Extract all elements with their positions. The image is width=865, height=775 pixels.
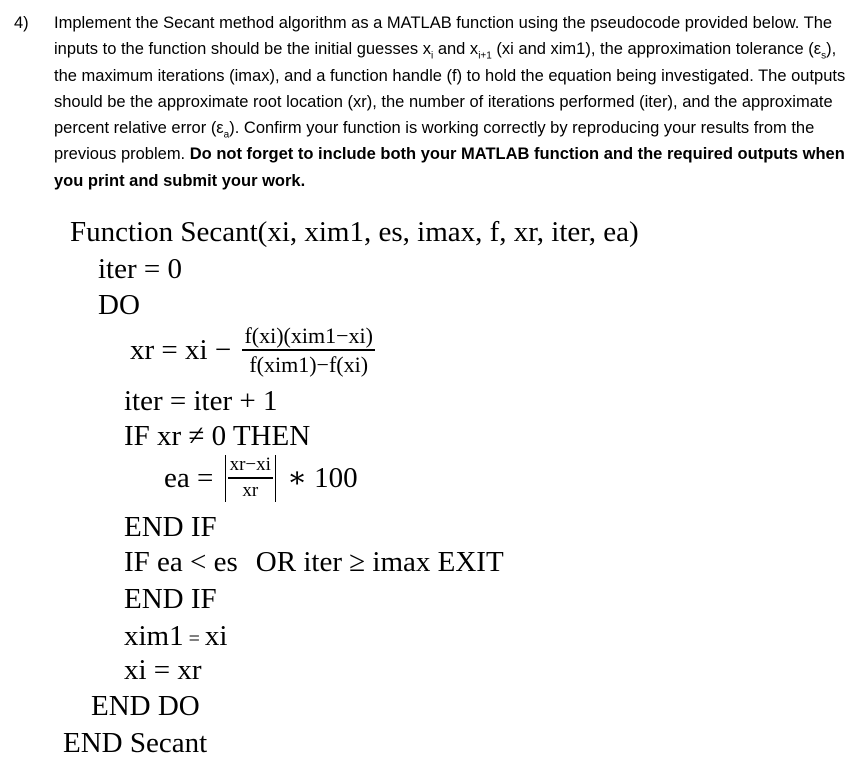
iter-increment: iter = iter + 1: [124, 385, 278, 417]
ea-formula-lhs: ea =: [164, 461, 214, 494]
question-block: [14, 10, 854, 194]
ea-fraction: [228, 455, 273, 502]
if-xr-nonzero: IF xr ≠ 0 THEN: [124, 420, 311, 452]
question-text-part-4: ), the maximum iterations (imax), and a function handle (f) to hold the equation being investigated. The outputs should be the approximate root location (xr), the number of iterations performed (iter), and the approximate percent relative error (ε: [54, 40, 846, 138]
ea-fraction-numerator: xr−xi: [228, 455, 273, 479]
xr-fraction-denominator: f(xim1)−f(xi): [249, 352, 369, 378]
subscript-a: a: [223, 129, 230, 141]
xim1-lhs: xim1: [124, 620, 184, 652]
function-header: Function Secant(xi, xim1, es, imax, f, xr, iter, ea): [70, 216, 639, 248]
question-text-part-2: and x: [433, 40, 479, 59]
xim1-rhs: xi: [204, 620, 228, 652]
xr-fraction-numerator: f(xi)(xim1−xi): [242, 324, 375, 351]
end-do: END DO: [91, 690, 200, 722]
subscript-i-plus-1: i+1: [478, 50, 492, 62]
xim1-equals: =: [183, 628, 205, 650]
xr-formula: [130, 324, 379, 377]
question-text: [54, 10, 854, 194]
do-keyword: DO: [98, 289, 140, 321]
question-number: 4): [14, 14, 29, 32]
xr-formula-lhs: xr = xi −: [130, 334, 232, 367]
ea-fraction-denominator: xr: [242, 479, 259, 501]
ea-formula: [164, 455, 358, 502]
if-exit-condition: [124, 548, 504, 577]
iter-init: iter = 0: [98, 253, 182, 285]
xi-assign: xi = xr: [124, 654, 202, 686]
end-function: END Secant: [63, 727, 208, 759]
ea-absolute-value: [225, 455, 276, 502]
ea-formula-rhs: ∗ 100: [287, 461, 358, 494]
question-text-part-5: ). Confirm your function is working correctly by reproducing your results from the previous problem.: [54, 119, 815, 164]
subscript-s: s: [821, 50, 827, 62]
xim1-assign: [124, 622, 227, 651]
if-exit-part-1: IF ea < es: [124, 546, 238, 578]
end-if-2: END IF: [124, 583, 217, 615]
subscript-i: i: [431, 50, 434, 62]
question-emphasis: Do not forget to include both your MATLAB function and the required outputs when you print and submit your work.: [54, 145, 845, 190]
if-exit-part-2: OR iter ≥ imax EXIT: [255, 546, 504, 578]
end-if-1: END IF: [124, 511, 217, 543]
xr-fraction: [242, 324, 375, 377]
question-text-part-3: (xi and xim1), the approximation tolerance (ε: [491, 40, 822, 59]
question-text-part-1: Implement the Secant method algorithm as a MATLAB function using the pseudocode provided below. The inputs to the function should be the initial guesses x: [54, 14, 833, 59]
